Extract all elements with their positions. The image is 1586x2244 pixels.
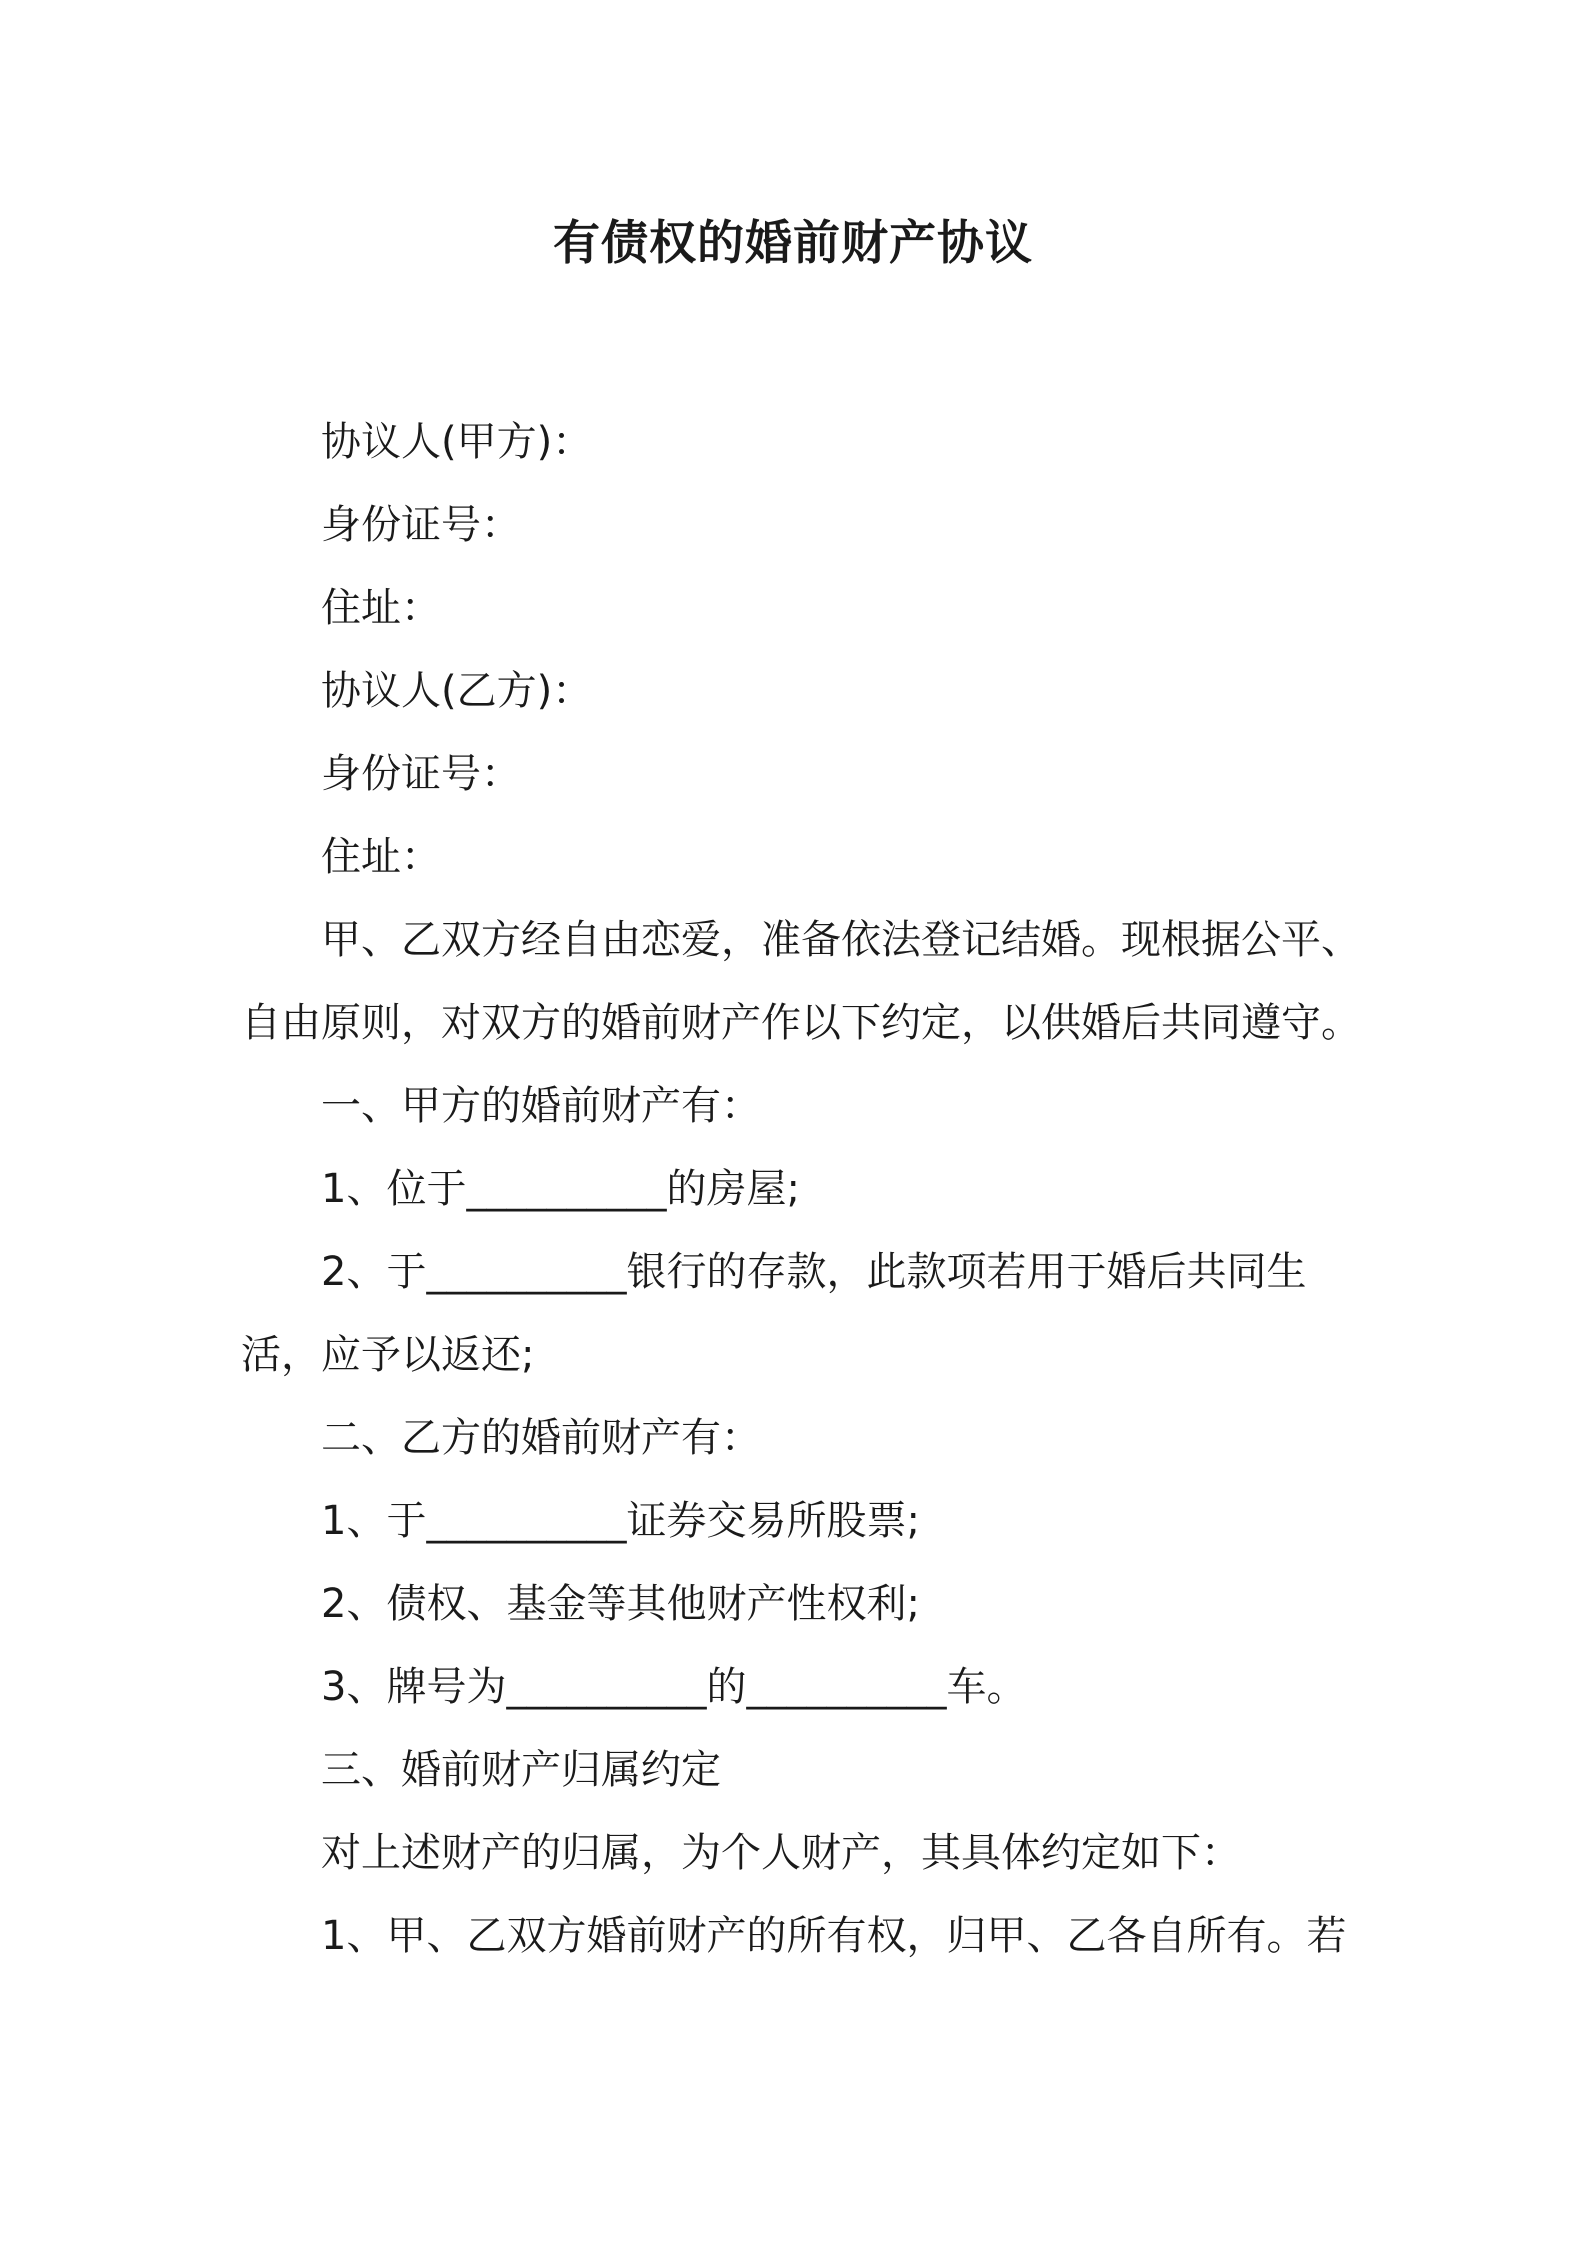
- section-2-item-1: 1、于__________证券交易所股票;: [321, 1498, 920, 1544]
- party-b-id-label: 身份证号：: [321, 751, 521, 797]
- section-3-intro: 对上述财产的归属，为个人财产，其具体约定如下：: [321, 1830, 1241, 1876]
- section-3-item-1: 1、甲、乙双方婚前财产的所有权，归甲、乙各自所有。若: [321, 1913, 1347, 1959]
- party-a-address-label: 住址：: [321, 585, 441, 631]
- section-2-item-3: 3、牌号为__________的__________车。: [321, 1664, 1027, 1710]
- section-2-heading: 二、乙方的婚前财产有：: [321, 1415, 761, 1461]
- party-b-address-label: 住址：: [321, 834, 441, 880]
- party-a-id-label: 身份证号：: [321, 502, 521, 548]
- document-title: 有债权的婚前财产协议: [553, 216, 1033, 271]
- party-a-label: 协议人(甲方)：: [321, 419, 593, 465]
- section-1-item-2-line-1: 2、于__________银行的存款，此款项若用于婚后共同生: [321, 1249, 1307, 1295]
- party-b-label: 协议人(乙方)：: [321, 668, 593, 714]
- section-2-item-2: 2、债权、基金等其他财产性权利;: [321, 1581, 920, 1627]
- section-1-item-1: 1、位于__________的房屋;: [321, 1166, 800, 1212]
- document-body: [241, 401, 1361, 1978]
- preamble-line-1: 甲、乙双方经自由恋爱，准备依法登记结婚。现根据公平、: [321, 917, 1361, 963]
- preamble-line-2: 自由原则，对双方的婚前财产作以下约定，以供婚后共同遵守。: [241, 1000, 1361, 1046]
- section-1-heading: 一、甲方的婚前财产有：: [321, 1083, 761, 1129]
- section-3-heading: 三、婚前财产归属约定: [321, 1747, 721, 1793]
- section-1-item-2-line-2: 活，应予以返还;: [241, 1332, 535, 1378]
